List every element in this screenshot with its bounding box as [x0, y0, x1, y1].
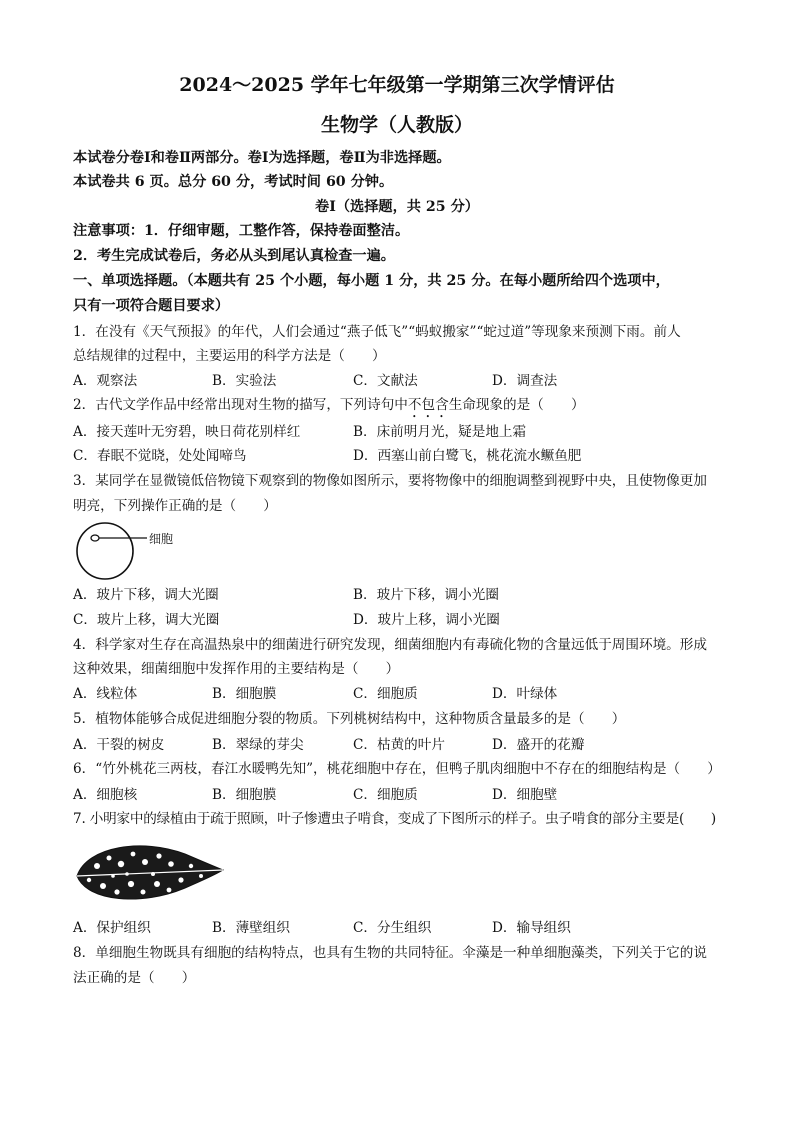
q2-stem-emphasis: 不包含 [407, 397, 449, 413]
q1-stem-line-1: 1．在没有《天气预报》的年代，人们会通过“燕子低飞”“蚂蚁搬家”“蛇过道”等现象来预测下雨。前人 [73, 324, 681, 340]
q4-option-c[interactable]: C．细胞质 [353, 686, 418, 702]
eaten-leaf-svg [73, 836, 233, 908]
cell-label: 细胞 [149, 532, 174, 546]
q7-option-d[interactable]: D．输导组织 [492, 920, 571, 936]
q1-option-c[interactable]: C．文献法 [353, 373, 418, 389]
q7-option-a[interactable]: A．保护组织 [73, 920, 151, 936]
q4-stem-line-1: 4．科学家对生存在高温热泉中的细菌进行研究发现，细菌细胞内有毒硫化物的含量远低于周围环境。形成 [73, 637, 707, 653]
q5-stem-line-1: 5．植物体能够合成促进细胞分裂的物质。下列桃树结构中，这种物质含量最多的是（ ） [73, 711, 626, 727]
microscope-field-svg [73, 520, 213, 582]
q2-option-c[interactable]: C．春眠不觉晓，处处闻啼鸟 [73, 448, 247, 464]
q2-stem [73, 395, 585, 421]
q3-option-d[interactable]: D．玻片上移，调小光圈 [353, 612, 500, 628]
q2-stem-pre: 2．古代文学作品中经常出现对生物的描写，下列诗句中 [73, 397, 408, 413]
notice-line-1: 注意事项：1．仔细审题，工整作答，保持卷面整洁。 [73, 223, 410, 239]
eaten-leaf-figure [73, 836, 233, 908]
section-title: 卷Ⅰ（选择题，共 25 分） [315, 199, 479, 215]
q6-option-b[interactable]: B．细胞膜 [212, 787, 277, 803]
q8-stem-line-1: 8．单细胞生物既具有细胞的结构特点，也具有生物的共同特征。伞藻是一种单细胞藻类，下列关于它的说 [73, 945, 707, 961]
q5-option-a[interactable]: A．干裂的树皮 [73, 737, 165, 753]
q1-option-b[interactable]: B．实验法 [212, 373, 277, 389]
q2-stem-post: 生命现象的是（ ） [448, 397, 585, 413]
q7-stem-line-1: 7. 小明家中的绿植由于疏于照顾，叶子惨遭虫子啃食，变成了下图所示的样子。虫子啃食的部分主要是( ) [73, 811, 717, 827]
q1-option-a[interactable]: A．观察法 [73, 373, 138, 389]
q6-option-a[interactable]: A．细胞核 [73, 787, 138, 803]
q3-stem-line-1: 3．某同学在显微镜低倍物镜下观察到的物像如图所示，要将物像中的细胞调整到视野中央，且使物像更加 [73, 473, 707, 489]
intro-line-2: 本试卷共 6 页。总分 60 分，考试时间 60 分钟。 [73, 174, 394, 190]
q5-option-d[interactable]: D．盛开的花瓣 [492, 737, 585, 753]
q7-option-b[interactable]: B．薄壁组织 [212, 920, 290, 936]
exam-subtitle: 生物学（人教版） [320, 114, 473, 136]
intro-line-1: 本试卷分卷Ⅰ和卷Ⅱ两部分。卷Ⅰ为选择题，卷Ⅱ为非选择题。 [73, 150, 451, 166]
q2-option-b[interactable]: B．床前明月光，疑是地上霜 [353, 424, 527, 440]
q2-option-d[interactable]: D．西塞山前白鹭飞，桃花流水鳜鱼肥 [353, 448, 582, 464]
q3-option-a[interactable]: A．玻片下移，调大光圈 [73, 587, 219, 603]
q1-option-d[interactable]: D．调查法 [492, 373, 558, 389]
microscope-field-figure [73, 520, 213, 582]
q3-stem-line-2: 明亮，下列操作正确的是（ ） [73, 498, 277, 514]
cell-image [91, 535, 99, 541]
q5-option-c[interactable]: C．枯黄的叶片 [353, 737, 445, 753]
q6-option-d[interactable]: D．细胞壁 [492, 787, 558, 803]
q1-stem-line-2: 总结规律的过程中，主要运用的科学方法是（ ） [73, 348, 386, 364]
q2-option-a[interactable]: A．接天莲叶无穷碧，映日荷花别样红 [73, 424, 301, 440]
q6-stem-line-1: 6．“竹外桃花三两枝，春江水暖鸭先知”，桃花细胞中存在，但鸭子肌肉细胞中不存在的细胞结构是（ ） [73, 761, 721, 777]
q4-option-a[interactable]: A．线粒体 [73, 686, 138, 702]
part-heading-line-2: 只有一项符合题目要求） [73, 298, 230, 314]
exam-title: 2024～2025 学年七年级第一学期第三次学情评估 [179, 74, 615, 96]
q5-option-b[interactable]: B．翠绿的芽尖 [212, 737, 304, 753]
q8-stem-line-2: 法正确的是（ ） [73, 970, 196, 986]
part-heading-line-1: 一、单项选择题。（本题共有 25 个小题，每小题 1 分，共 25 分。在每小题所给四个选项中， [73, 273, 670, 289]
q4-option-b[interactable]: B．细胞膜 [212, 686, 277, 702]
field-of-view-circle [77, 523, 133, 579]
q3-option-c[interactable]: C．玻片上移，调大光圈 [73, 612, 220, 628]
q7-option-c[interactable]: C．分生组织 [353, 920, 432, 936]
q6-option-c[interactable]: C．细胞质 [353, 787, 418, 803]
q3-option-b[interactable]: B．玻片下移，调小光圈 [353, 587, 499, 603]
q4-option-d[interactable]: D．叶绿体 [492, 686, 558, 702]
notice-line-2: 2．考生完成试卷后，务必从头到尾认真检查一遍。 [73, 248, 395, 264]
q4-stem-line-2: 这种效果，细菌细胞中发挥作用的主要结构是（ ） [73, 661, 400, 677]
